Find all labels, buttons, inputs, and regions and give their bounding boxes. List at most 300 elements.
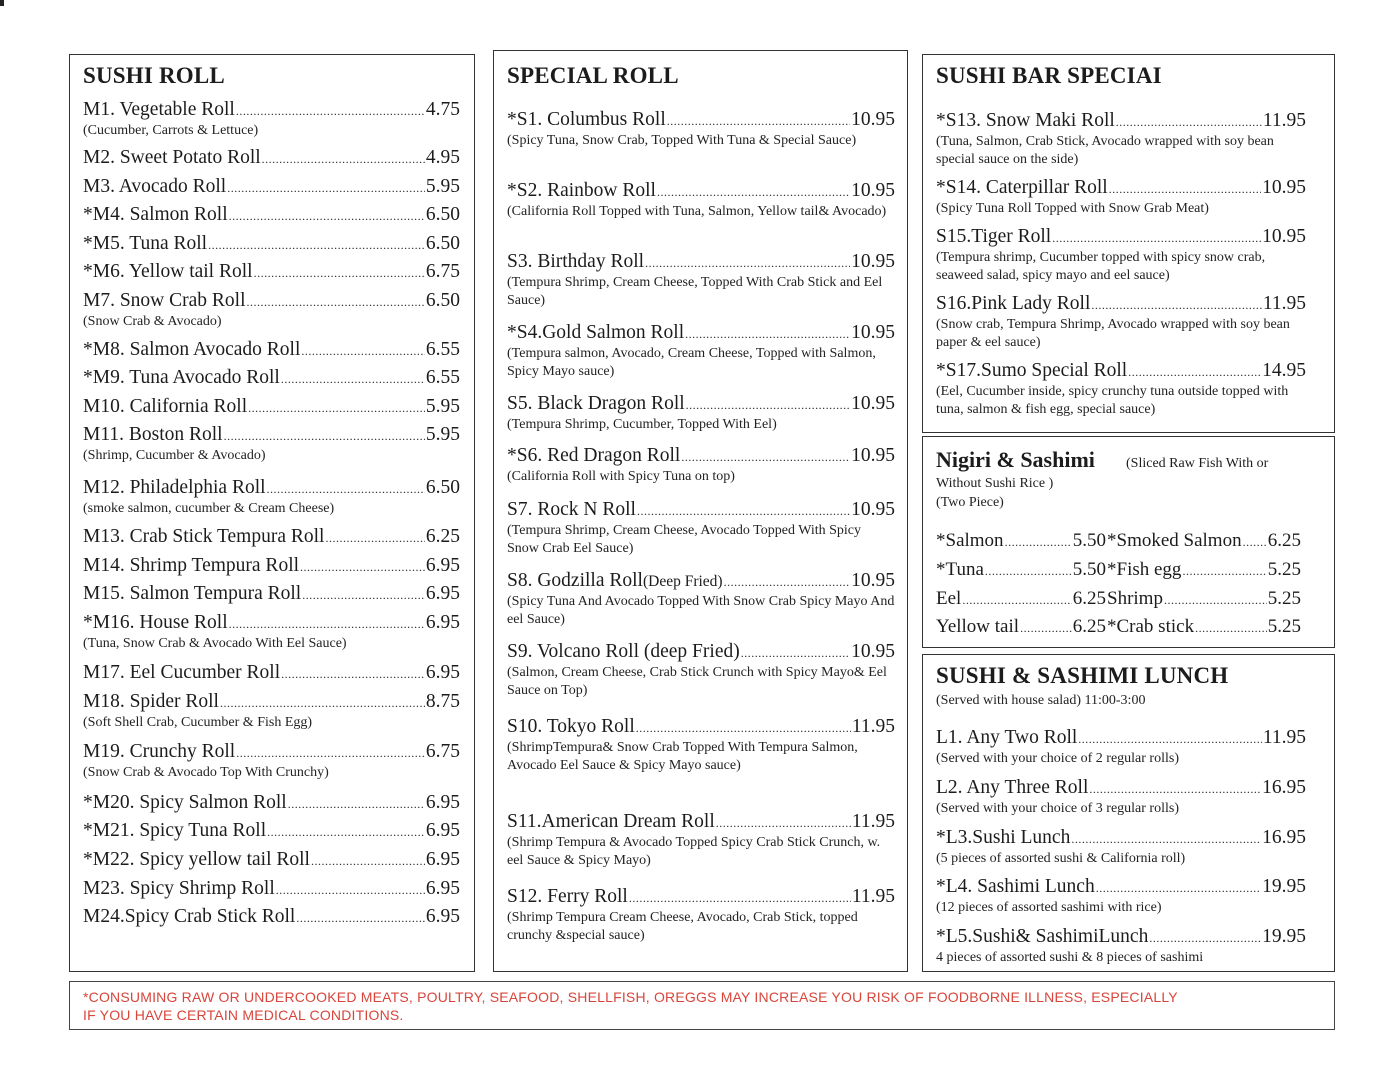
item-price: 11.95 [851, 811, 895, 832]
menu-item-line [83, 792, 460, 815]
menu-item [83, 477, 460, 518]
menu-item-line [83, 878, 460, 901]
menu-item [83, 176, 460, 199]
menu-item-line [83, 612, 460, 635]
dot-leader [262, 148, 425, 170]
nigiri-item [1107, 559, 1301, 582]
item-price: 6.95 [425, 878, 460, 899]
dot-leader [657, 181, 850, 203]
sushi-bar-section [922, 54, 1335, 433]
item-description: (Served with your choice of 3 regular rolls) [936, 801, 1179, 816]
item-name: M24.Spicy Crab Stick Roll [83, 906, 296, 927]
item-description: (12 pieces of assorted sashimi with rice) [936, 900, 1162, 915]
item-price: 10.95 [851, 180, 895, 201]
item-description: (Snow crab, Tempura Shrimp, Avocado wrapped with soy bean paper & eel sauce) [936, 317, 1290, 350]
menu-item [83, 662, 460, 685]
item-description: (ShrimpTempura& Snow Crab Topped With Tempura Salmon, Avocado Eel Sauce & Spicy Mayo sauce) [507, 740, 858, 773]
menu-item-line [83, 424, 460, 447]
dot-leader [1164, 589, 1267, 611]
item-description: (Tuna, Snow Crab & Avocado With Eel Sauce) [83, 636, 347, 651]
dot-leader [227, 177, 425, 199]
warning-line-2: IF YOU HAVE CERTAIN MEDICAL CONDITIONS. [83, 1007, 404, 1023]
item-description: (Tempura salmon, Avocado, Cream Cheese, Topped with Salmon, Spicy Mayo sauce) [507, 346, 876, 379]
menu-item [83, 290, 460, 331]
menu-item [83, 792, 460, 815]
menu-item-line [507, 716, 895, 739]
dot-leader [629, 887, 851, 909]
nigiri-subtitle-b: Without Sushi Rice ) [936, 476, 1054, 491]
special-roll-title: SPECIAL ROLL [507, 63, 679, 88]
menu-item-line [83, 555, 460, 578]
item-description: 4 pieces of assorted sushi & 8 pieces of sashimi [936, 950, 1204, 965]
item-name: M13. Crab Stick Tempura Roll [83, 526, 325, 547]
dot-leader [276, 879, 425, 901]
nigiri-item [936, 530, 1106, 553]
item-description: (smoke salmon, cucumber & Cream Cheese) [83, 501, 335, 516]
item-name: M10. California Roll [83, 396, 248, 417]
menu-item-line [83, 204, 460, 227]
item-name: M19. Crunchy Roll [83, 741, 236, 762]
item-description: (California Roll Topped with Tuna, Salmon, Yellow tail& Avocado) [507, 204, 887, 219]
nigiri-item [936, 588, 1106, 611]
dot-leader [1020, 617, 1072, 639]
nigiri-item-name: *Smoked Salmon [1107, 530, 1242, 551]
item-name: *M8. Salmon Avocado Roll [83, 339, 301, 360]
menu-item [83, 820, 460, 843]
lunch-subtitle: (Served with house salad) 11:00-3:00 [936, 693, 1146, 708]
item-description: (Snow Crab & Avocado) [83, 314, 222, 329]
menu-item-line [83, 233, 460, 256]
special-roll-section [493, 50, 908, 972]
menu-item-line [83, 849, 460, 872]
nigiri-item [1107, 588, 1301, 611]
item-description: (Eel, Cucumber inside, spicy crunchy tuna outside topped with tuna, salmon & fish egg, special sauce) [936, 384, 1289, 417]
item-price: 6.95 [425, 555, 460, 576]
menu-item-line [936, 177, 1306, 200]
menu-item-line [507, 445, 895, 468]
item-price: 19.95 [1262, 926, 1306, 947]
dot-leader [248, 397, 425, 419]
nigiri-item-price: 5.25 [1267, 559, 1301, 580]
dot-leader [1109, 178, 1261, 200]
dot-leader [236, 742, 425, 764]
menu-item-line [83, 741, 460, 764]
menu-item-line [936, 827, 1306, 850]
item-description: (Shrimp, Cucumber & Avocado) [83, 448, 266, 463]
item-description: (Tempura shrimp, Cucumber topped with spicy snow crab, seaweed salad, spicy mayo and eel sauce) [936, 250, 1266, 283]
dot-leader [985, 560, 1072, 582]
item-name: S8. Godzilla Roll [507, 570, 643, 591]
dot-leader [296, 907, 425, 929]
menu-item [507, 499, 895, 558]
item-name: S9. Volcano Roll (deep Fried) [507, 641, 740, 662]
menu-item-line [507, 180, 895, 203]
item-name: M23. Spicy Shrimp Roll [83, 878, 275, 899]
menu-item [83, 612, 460, 653]
item-name: *S13. Snow Maki Roll [936, 110, 1115, 131]
item-description: (Soft Shell Crab, Cucumber & Fish Egg) [83, 715, 313, 730]
menu-item-line [507, 570, 895, 593]
dot-leader [1243, 531, 1267, 553]
sushi-roll-section [69, 54, 475, 972]
item-name: *S1. Columbus Roll [507, 109, 666, 130]
dot-leader [281, 663, 425, 685]
dot-leader [724, 571, 851, 593]
menu-item [936, 926, 1306, 967]
nigiri-item-name: *Tuna [936, 559, 984, 580]
nigiri-item-price: 6.25 [1072, 588, 1106, 609]
dot-leader [1182, 560, 1266, 582]
menu-item [936, 727, 1306, 768]
menu-item-line [936, 110, 1306, 133]
dot-leader [637, 500, 850, 522]
menu-item-line [83, 477, 460, 500]
item-price: 6.50 [425, 290, 460, 311]
menu-item-line [83, 147, 460, 170]
dot-leader [281, 368, 425, 390]
dot-leader [667, 110, 850, 132]
item-price: 10.95 [851, 109, 895, 130]
item-price: 6.50 [425, 477, 460, 498]
item-name: *L3.Sushi Lunch [936, 827, 1071, 848]
item-name: *S17.Sumo Special Roll [936, 360, 1128, 381]
item-price: 6.95 [425, 849, 460, 870]
menu-item [936, 827, 1306, 868]
dot-leader [1149, 927, 1261, 949]
item-name: S7. Rock N Roll [507, 499, 636, 520]
item-name: *M22. Spicy yellow tail Roll [83, 849, 310, 870]
item-name: L2. Any Three Roll [936, 777, 1089, 798]
nigiri-item-name: *Crab stick [1107, 616, 1195, 637]
dot-leader [247, 291, 425, 313]
item-description: (Shrimp Tempura Cream Cheese, Avocado, Crab Stick, topped crunchy &special sauce) [507, 910, 858, 943]
item-price: 10.95 [851, 251, 895, 272]
item-price: 8.75 [425, 691, 460, 712]
nigiri-subtitle-c: (Two Piece) [936, 495, 1004, 510]
menu-item [83, 583, 460, 606]
menu-item-line [507, 641, 895, 664]
dot-leader [229, 205, 425, 227]
item-price: 11.95 [1262, 110, 1306, 131]
item-name: S16.Pink Lady Roll [936, 293, 1091, 314]
item-name: *S14. Caterpillar Roll [936, 177, 1108, 198]
menu-item-line [83, 820, 460, 843]
dot-leader [220, 692, 425, 714]
item-name: *L5.Sushi& SashimiLunch [936, 926, 1149, 947]
item-price: 5.95 [425, 396, 460, 417]
item-name: L1. Any Two Roll [936, 727, 1078, 748]
nigiri-item-name: *Fish egg [1107, 559, 1182, 580]
menu-item-line [936, 926, 1306, 949]
dot-leader [1096, 877, 1261, 899]
menu-item [83, 424, 460, 465]
item-price: 10.95 [851, 570, 895, 591]
item-name: S11.American Dream Roll [507, 811, 715, 832]
item-name: *S4.Gold Salmon Roll [507, 322, 685, 343]
dot-leader [301, 340, 424, 362]
lunch-section [922, 654, 1335, 972]
item-price: 5.95 [425, 424, 460, 445]
item-name: M2. Sweet Potato Roll [83, 147, 261, 168]
menu-item [507, 641, 895, 700]
nigiri-item [936, 616, 1106, 639]
nigiri-header [936, 447, 1268, 473]
menu-item-line [507, 393, 895, 416]
warning-line-1: *CONSUMING RAW OR UNDERCOOKED MEATS, POULTRY, SEAFOOD, SHELLFISH, OREGGS MAY INCREASE YOU RISK OF FOODBORNE ILLNESS, ESPECIALLY [83, 989, 1178, 1005]
menu-item [936, 110, 1306, 169]
dot-leader [224, 425, 425, 447]
item-price: 6.95 [425, 662, 460, 683]
item-name: M3. Avocado Roll [83, 176, 227, 197]
sushi-roll-title: SUSHI ROLL [83, 63, 225, 88]
menu-item [83, 339, 460, 362]
dot-leader [1089, 778, 1261, 800]
nigiri-item [1107, 616, 1301, 639]
dot-leader [716, 812, 851, 834]
menu-item-line [83, 261, 460, 284]
menu-item [936, 876, 1306, 917]
nigiri-item-name: Yellow tail [936, 616, 1020, 637]
item-name: M14. Shrimp Tempura Roll [83, 555, 300, 576]
item-name: M7. Snow Crab Roll [83, 290, 246, 311]
menu-item [83, 233, 460, 256]
item-description: (Shrimp Tempura & Avocado Topped Spicy Crab Stick Crunch, w. eel Sauce & Spicy Mayo) [507, 835, 881, 868]
dot-leader [1116, 111, 1262, 133]
menu-item [83, 367, 460, 390]
dot-leader [302, 584, 425, 606]
item-name: M18. Spider Roll [83, 691, 219, 712]
menu-item-line [936, 360, 1306, 383]
item-price: 5.95 [425, 176, 460, 197]
dot-leader [267, 478, 425, 500]
item-price: 6.95 [425, 792, 460, 813]
item-name: S5. Black Dragon Roll [507, 393, 685, 414]
nigiri-item [936, 559, 1106, 582]
menu-item-line [83, 906, 460, 929]
item-name: *L4. Sashimi Lunch [936, 876, 1095, 897]
dot-leader [636, 717, 851, 739]
item-price: 19.95 [1262, 876, 1306, 897]
dot-leader [254, 262, 425, 284]
item-name: M17. Eel Cucumber Roll [83, 662, 281, 683]
dot-leader [962, 589, 1071, 611]
menu-item [83, 878, 460, 901]
menu-item-line [507, 109, 895, 132]
menu-item-line [83, 339, 460, 362]
item-price: 6.75 [425, 261, 460, 282]
menu-item [507, 811, 895, 870]
item-description: (Spicy Tuna, Snow Crab, Topped With Tuna & Special Sauce) [507, 133, 857, 148]
menu-item [83, 261, 460, 284]
dot-leader [311, 850, 425, 872]
menu-item [83, 906, 460, 929]
nigiri-item-name: *Salmon [936, 530, 1004, 551]
nigiri-title: Nigiri & Sashimi [936, 447, 1095, 472]
item-price: 6.95 [425, 820, 460, 841]
item-name: *M16. House Roll [83, 612, 228, 633]
item-name: S10. Tokyo Roll [507, 716, 635, 737]
nigiri-item-price: 5.25 [1267, 588, 1301, 609]
menu-item-line [83, 396, 460, 419]
dot-leader [325, 527, 424, 549]
menu-item-line [507, 811, 895, 834]
item-name: *S6. Red Dragon Roll [507, 445, 681, 466]
item-name: M12. Philadelphia Roll [83, 477, 266, 498]
item-price: 14.95 [1262, 360, 1306, 381]
item-description: (Served with your choice of 2 regular rolls) [936, 751, 1179, 766]
item-description: (Salmon, Cream Cheese, Crab Stick Crunch with Spicy Mayo& Eel Sauce on Top) [507, 665, 887, 698]
menu-item [83, 555, 460, 578]
nigiri-item-name: Shrimp [1107, 588, 1163, 609]
dot-leader [681, 446, 850, 468]
item-name: *M20. Spicy Salmon Roll [83, 792, 287, 813]
menu-item-line [507, 886, 895, 909]
menu-item [507, 445, 895, 486]
menu-item-line [83, 526, 460, 549]
dot-leader [645, 252, 850, 274]
item-price: 10.95 [851, 393, 895, 414]
menu-item-line [507, 499, 895, 522]
item-description: (California Roll with Spicy Tuna on top) [507, 469, 735, 484]
nigiri-item-price: 5.50 [1072, 559, 1106, 580]
item-name: *M21. Spicy Tuna Roll [83, 820, 267, 841]
menu-item-line [83, 290, 460, 313]
item-name: *M4. Salmon Roll [83, 204, 228, 225]
lunch-title: SUSHI & SASHIMI LUNCH [936, 663, 1229, 688]
item-name: *M6. Yellow tail Roll [83, 261, 253, 282]
item-name: S15.Tiger Roll [936, 226, 1052, 247]
menu-item-line [83, 583, 460, 606]
item-price: 6.95 [425, 583, 460, 604]
item-price: 10.95 [851, 445, 895, 466]
menu-item [936, 360, 1306, 419]
item-price: 10.95 [1262, 177, 1306, 198]
item-price: 10.95 [851, 499, 895, 520]
item-name: *M5. Tuna Roll [83, 233, 208, 254]
menu-item [83, 741, 460, 782]
menu-item [83, 396, 460, 419]
item-price: 11.95 [1262, 293, 1306, 314]
nigiri-item [1107, 530, 1301, 553]
menu-item-line [936, 226, 1306, 249]
item-name: S12. Ferry Roll [507, 886, 628, 907]
menu-item [83, 204, 460, 227]
item-name: S3. Birthday Roll [507, 251, 645, 272]
dot-leader [1005, 531, 1072, 553]
menu-item [507, 109, 895, 150]
item-description: (Cucumber, Carrots & Lettuce) [83, 123, 259, 138]
menu-item [507, 886, 895, 945]
menu-item-line [936, 876, 1306, 899]
dot-leader [208, 234, 425, 256]
item-name: *S2. Rainbow Roll [507, 180, 656, 201]
item-price: 11.95 [851, 716, 895, 737]
menu-item-line [83, 662, 460, 685]
item-description: (Spicy Tuna Roll Topped with Snow Grab Meat) [936, 201, 1209, 216]
menu-item [83, 147, 460, 170]
scan-mark [0, 0, 4, 6]
item-price: 10.95 [851, 641, 895, 662]
menu-item [83, 849, 460, 872]
menu-item-line [83, 176, 460, 199]
menu-item [936, 177, 1306, 218]
dot-leader [300, 556, 425, 578]
menu-item [507, 322, 895, 381]
item-price: 4.95 [425, 147, 460, 168]
menu-item [507, 716, 895, 775]
item-price: 6.95 [425, 906, 460, 927]
nigiri-subtitle-a: (Sliced Raw Fish With or [1126, 456, 1269, 471]
item-price: 11.95 [851, 886, 895, 907]
menu-item [936, 293, 1306, 352]
dot-leader [741, 642, 850, 664]
item-name: M15. Salmon Tempura Roll [83, 583, 302, 604]
nigiri-item-price: 6.25 [1072, 616, 1106, 637]
menu-item-line [936, 293, 1306, 316]
dot-leader [267, 821, 425, 843]
nigiri-section [922, 436, 1335, 648]
item-price: 16.95 [1262, 827, 1306, 848]
item-name: M11. Boston Roll [83, 424, 223, 445]
menu-item-line [936, 727, 1306, 750]
menu-item [507, 180, 895, 221]
dot-leader [1091, 294, 1261, 316]
food-safety-warning [69, 981, 1335, 1030]
item-price: 11.95 [1262, 727, 1306, 748]
item-name: *M9. Tuna Avocado Roll [83, 367, 280, 388]
dot-leader [229, 613, 425, 635]
menu-item [936, 777, 1306, 818]
nigiri-item-price: 5.50 [1072, 530, 1106, 551]
dot-leader [236, 100, 425, 122]
menu-item-line [83, 367, 460, 390]
nigiri-item-price: 6.25 [1267, 530, 1301, 551]
item-price: 16.95 [1262, 777, 1306, 798]
menu-item [507, 570, 895, 629]
menu-item-line [83, 99, 460, 122]
menu-item-line [507, 322, 895, 345]
menu-item [507, 251, 895, 310]
menu-item [507, 393, 895, 434]
item-description: (5 pieces of assorted sushi & California roll) [936, 851, 1186, 866]
dot-leader [288, 793, 425, 815]
menu-item [83, 691, 460, 732]
item-price: 6.50 [425, 233, 460, 254]
item-price: 10.95 [851, 322, 895, 343]
menu-item [936, 226, 1306, 285]
item-price: 4.75 [425, 99, 460, 120]
nigiri-item-price: 5.25 [1267, 616, 1301, 637]
item-description: (Tempura Shrimp, Cream Cheese, Topped With Crab Stick and Eel Sauce) [507, 275, 883, 308]
item-description: (Tempura Shrimp, Cucumber, Topped With Eel) [507, 417, 777, 432]
item-description: (Tuna, Salmon, Crab Stick, Avocado wrapped with soy bean special sauce on the side) [936, 134, 1274, 167]
dot-leader [1078, 728, 1262, 750]
item-price: 6.55 [425, 339, 460, 360]
dot-leader [1071, 828, 1261, 850]
menu-item-line [936, 777, 1306, 800]
dot-leader [1195, 617, 1267, 639]
item-price: 6.55 [425, 367, 460, 388]
menu-item-line [507, 251, 895, 274]
item-price: 6.75 [425, 741, 460, 762]
dot-leader [685, 323, 850, 345]
dot-leader [1128, 361, 1261, 383]
item-price: 6.25 [425, 526, 460, 547]
item-name: M1. Vegetable Roll [83, 99, 235, 120]
nigiri-item-name: Eel [936, 588, 962, 609]
menu-item-line [83, 691, 460, 714]
dot-leader [686, 394, 850, 416]
